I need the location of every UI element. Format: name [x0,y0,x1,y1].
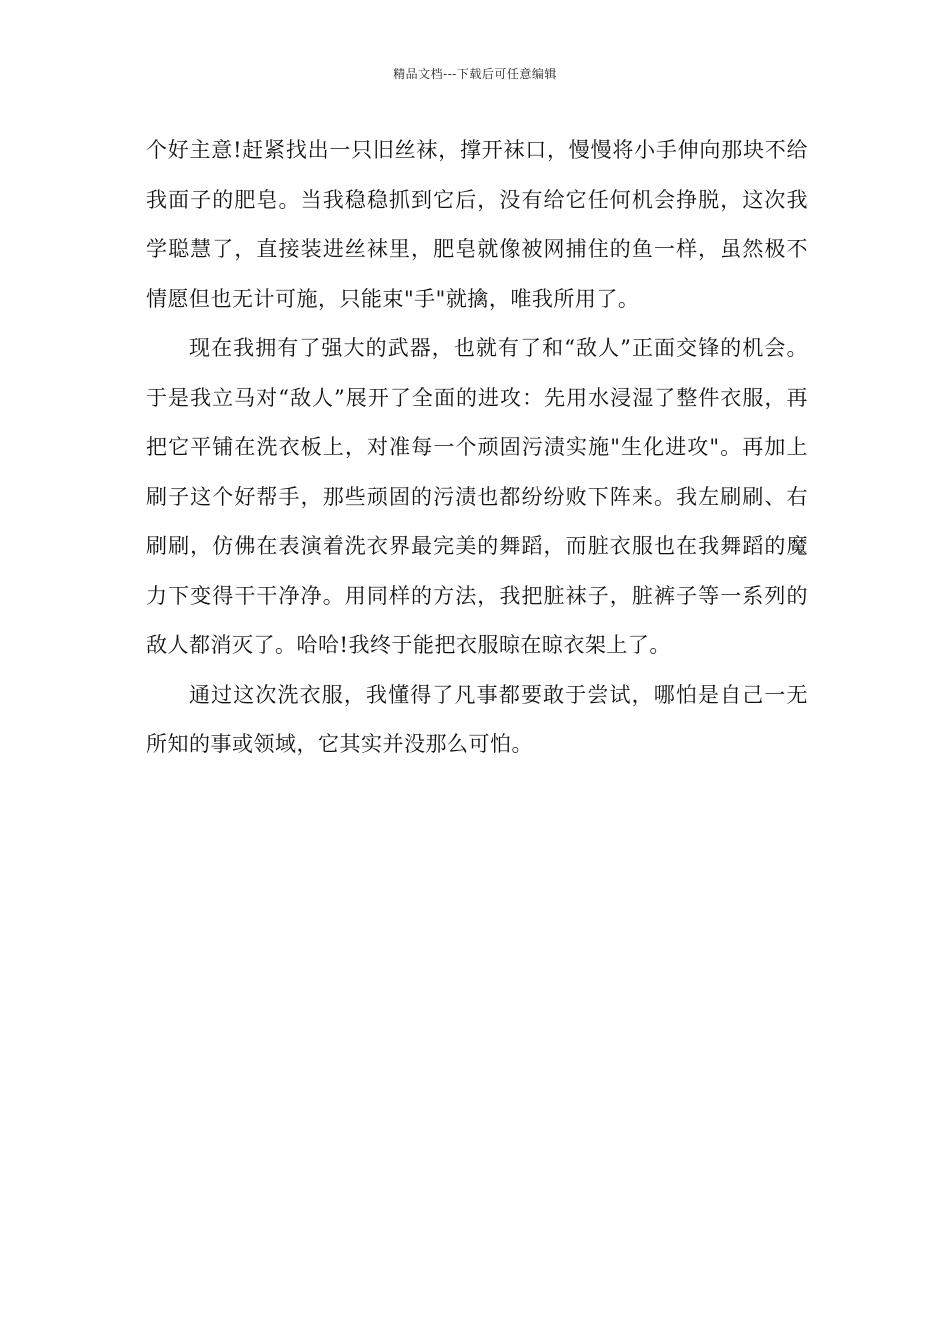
paragraph-2: 现在我拥有了强大的武器，也就有了和“敌人”正面交锋的机会。于是我立马对“敌人”展开了全面的进攻：先用水浸湿了整件衣服，再把它平铺在洗衣板上，对准每一个顽固污渍实施"生化进攻"。再加上刷子这个好帮手，那些顽固的污渍也都纷纷败下阵来。我左刷刷、右刷刷，仿佛在表演着洗衣界最完美的舞蹈，而脏衣服也在我舞蹈的魔力下变得干干净净。用同样的方法，我把脏袜子，脏裤子等一系列的敌人都消灭了。哈哈!我终于能把衣服晾在晾衣架上了。 [146,336,808,657]
page-header: 精品文档---下载后可任意编辑 [393,67,557,81]
paragraph-3: 通过这次洗衣服，我懂得了凡事都要敢于尝试，哪怕是自己一无所知的事或领域，它其实并没那么可怕。 [146,682,808,756]
paragraph-1: 个好主意!赶紧找出一只旧丝袜，撑开袜口，慢慢将小手伸向那块不给我面子的肥皂。当我稳稳抓到它后，没有给它任何机会挣脱，这次我学聪慧了，直接装进丝袜里，肥皂就像被网捕住的鱼一样，虽然极不情愿但也无计可施，只能束"手"就擒，唯我所用了。 [146,138,808,311]
document-body [146,126,808,770]
